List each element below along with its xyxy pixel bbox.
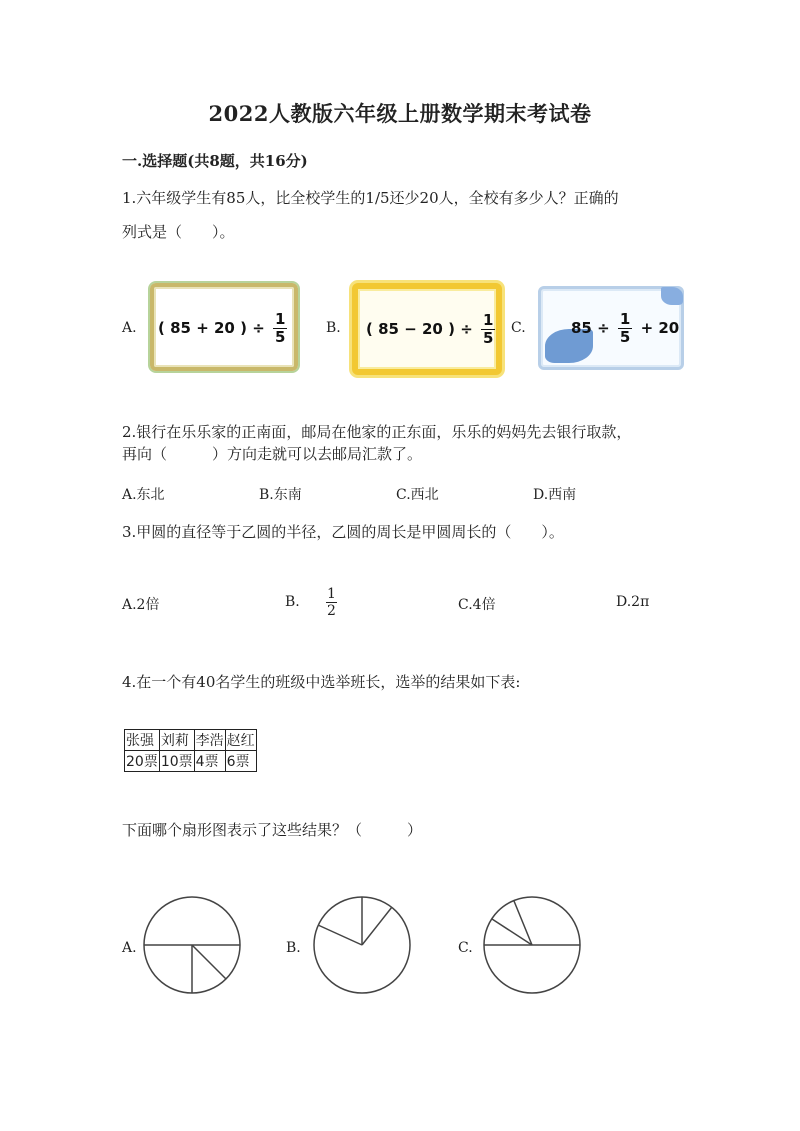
table-cell: 6票	[225, 751, 256, 772]
q1-text-line1: 1.六年级学生有85人，比全校学生的1/5还少20人，全校有多少人？正确的	[122, 189, 619, 207]
q4-option-b-label[interactable]: B.	[286, 940, 301, 956]
table-cell: 4票	[194, 751, 225, 772]
sum-text: 85 + 20	[170, 319, 235, 337]
division-text: 85 ÷	[571, 319, 610, 337]
fraction-numerator: 1	[327, 586, 336, 602]
q1-b-expression	[366, 312, 498, 347]
table-cell: 20票	[125, 751, 160, 772]
table-cell: 张强	[125, 730, 160, 751]
table-row	[125, 751, 257, 772]
table-cell: 10票	[159, 751, 194, 772]
table-cell: 赵红	[225, 730, 256, 751]
q4-option-c-label[interactable]: C.	[458, 940, 473, 956]
q1-a-expression	[158, 311, 290, 346]
open-paren: (	[366, 320, 373, 338]
close-paren: )	[240, 319, 247, 337]
fraction-one-fifth: $\frac{1}{5}$	[619, 310, 631, 346]
q1-option-a-frame[interactable]	[150, 283, 298, 371]
q2-option-a[interactable]: A.东北	[122, 487, 165, 503]
q2-option-b[interactable]: B.东南	[259, 487, 302, 503]
leaf-decoration-top	[661, 287, 683, 305]
table-row	[125, 730, 257, 751]
page-title: 2022人教版六年级上册数学期末考试卷	[208, 101, 592, 126]
q2-option-d[interactable]: D.西南	[533, 487, 577, 503]
plus-twenty-text: + 20	[640, 319, 680, 337]
open-paren: (	[158, 319, 165, 337]
q3-option-b-label[interactable]: B.	[285, 594, 300, 610]
q2-option-c[interactable]: C.西北	[396, 487, 439, 503]
q1-option-c-label[interactable]: C.	[511, 320, 526, 336]
fraction-one-fifth: $\frac{1}{5}$	[483, 311, 494, 347]
q4-text: 4.在一个有40名学生的班级中选举班长，选举的结果如下表:	[122, 673, 521, 691]
section-heading: 一.选择题(共8题，共16分)	[122, 152, 308, 170]
pie-divider	[318, 925, 362, 945]
q2-text-line1: 2.银行在乐乐家的正南面，邮局在他家的正东面，乐乐的妈妈先去银行取款，	[122, 423, 632, 441]
q4-question: 下面哪个扇形图表示了这些结果？（ ）	[122, 821, 423, 839]
pie-divider	[362, 907, 392, 945]
pie-divider	[192, 945, 226, 979]
q1-text-line2: 列式是（ ）。	[122, 223, 235, 241]
q1-option-c-frame[interactable]	[538, 286, 684, 370]
vote-results-table	[124, 729, 257, 772]
fraction-denominator: 2	[327, 603, 336, 619]
q3-option-d[interactable]: D.2π	[616, 594, 650, 610]
q1-option-a-label[interactable]: A.	[122, 320, 137, 336]
divide-sign: ÷	[460, 320, 473, 338]
q1-c-expression	[571, 311, 679, 346]
q1-option-b-label[interactable]: B.	[326, 320, 341, 336]
q3-option-a[interactable]: A.2倍	[122, 597, 160, 613]
difference-text: 85 − 20	[378, 320, 443, 338]
pie-chart-a[interactable]	[140, 893, 244, 997]
pie-chart-c[interactable]	[480, 893, 584, 997]
table-cell: 李浩	[194, 730, 225, 751]
divide-sign: ÷	[252, 319, 265, 337]
q2-text-line2: 再向（ ）方向走就可以去邮局汇款了。	[122, 445, 423, 463]
pie-chart-b[interactable]	[310, 893, 414, 997]
fraction-one-fifth: $\frac{1}{5}$	[275, 310, 286, 346]
close-paren: )	[448, 320, 455, 338]
table-cell: 刘莉	[159, 730, 194, 751]
q3-option-c[interactable]: C.4倍	[458, 597, 496, 613]
q3-text: 3.甲圆的直径等于乙圆的半径，乙圆的周长是甲圆周长的（ ）。	[122, 523, 564, 541]
q4-option-a-label[interactable]: A.	[122, 940, 137, 956]
q3-option-b-fraction[interactable]	[326, 586, 337, 619]
q1-option-b-frame[interactable]	[352, 283, 502, 375]
